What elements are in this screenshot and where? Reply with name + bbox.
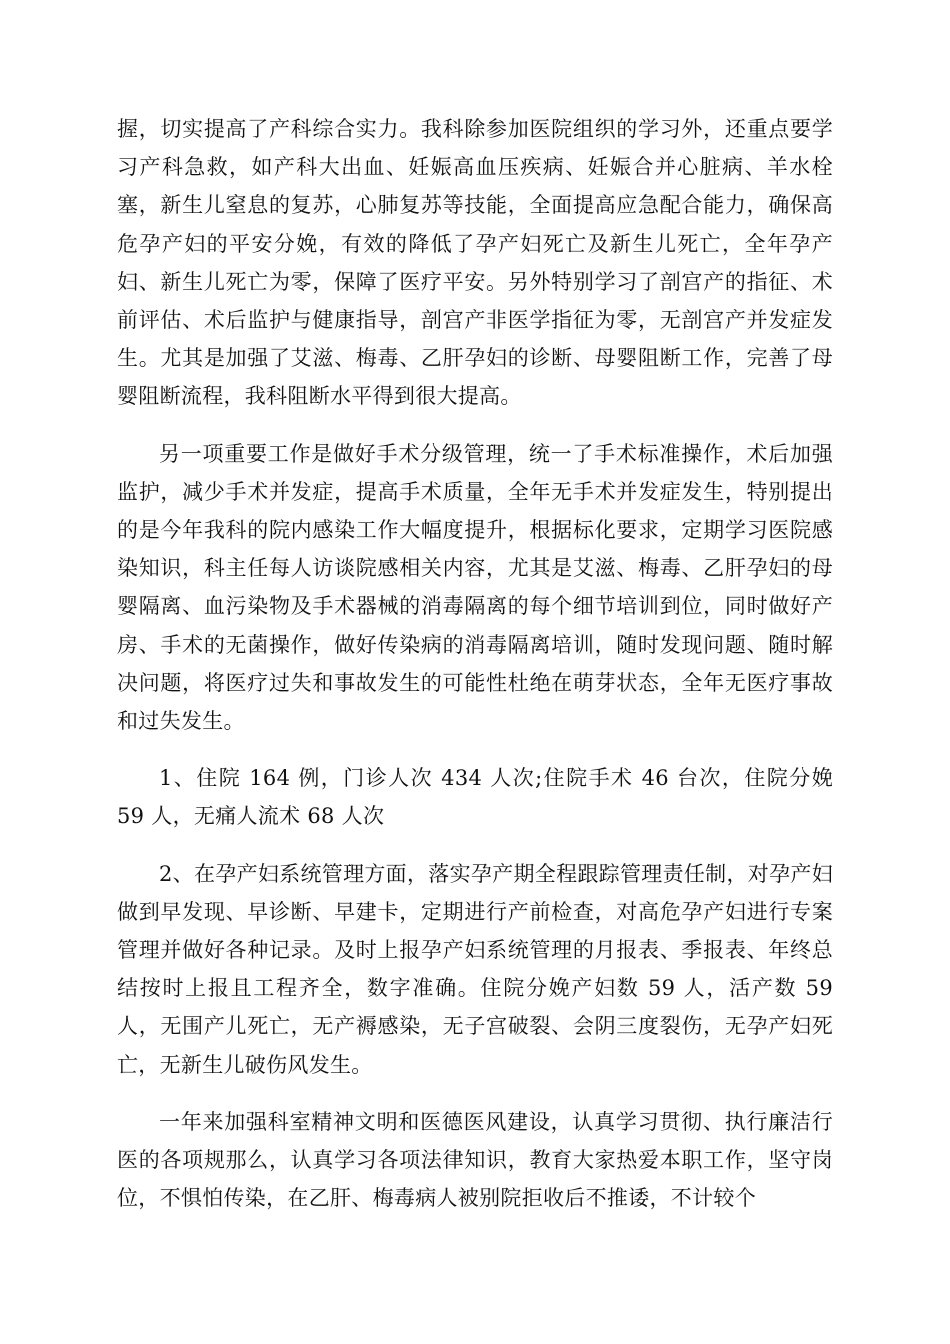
paragraph-ethics: 一年来加强科室精神文明和医德医风建设，认真学习贯彻、执行廉洁行医的各项规那么，认真学习各项法律知识，教育大家热爱本职工作，坚守岗位，不惧怕传染，在乙肝、梅毒病人被别院拒收后不推诿，不计较个	[117, 1109, 833, 1211]
paragraph-maternal-management: 2、在孕产妇系统管理方面，落实孕产期全程跟踪管理责任制，对孕产妇做到早发现、早诊断、早建卡，定期进行产前检查，对高危孕产妇进行专案管理并做好各种记录。及时上报孕产妇系统管理的月报表、季报表、年终总结按时上报且工程齐全，数字准确。住院分娩产妇数 59 人，活产数 59 人，无围产儿死亡，无产褥感染，无子宫破裂、会阴三度裂伤，无孕产妇死亡，无新生儿破伤风发生。	[117, 861, 833, 1077]
paragraph-statistics: 1、住院 164 例，门诊人次 434 人次;住院手术 46 台次，住院分娩 59 人，无痛人流术 68 人次	[117, 766, 833, 829]
document-page	[117, 110, 833, 1236]
paragraph-continuation: 握，切实提高了产科综合实力。我科除参加医院组织的学习外，还重点要学习产科急救，如产科大出血、妊娠高血压疾病、妊娠合并心脏病、羊水栓塞，新生儿窒息的复苏，心肺复苏等技能，全面提高应急配合能力，确保高危孕产妇的平安分娩，有效的降低了孕产妇死亡及新生儿死亡，全年孕产妇、新生儿死亡为零，保障了医疗平安。另外特别学习了剖宫产的指征、术前评估、术后监护与健康指导，剖宫产非医学指征为零，无剖宫产并发症发生。尤其是加强了艾滋、梅毒、乙肝孕妇的诊断、母婴阻断工作，完善了母婴阻断流程，我科阻断水平得到很大提高。	[117, 117, 833, 409]
paragraph-surgery-management: 另一项重要工作是做好手术分级管理，统一了手术标准操作，术后加强监护，减少手术并发症，提高手术质量，全年无手术并发症发生，特别提出的是今年我科的院内感染工作大幅度提升，根据标化要求，定期学习医院感染知识，科主任每人访谈院感相关内容，尤其是艾滋、梅毒、乙肝孕妇的母婴隔离、血污染物及手术器械的消毒隔离的每个细节培训到位，同时做好产房、手术的无菌操作，做好传染病的消毒隔离培训，随时发现问题、随时解决问题，将医疗过失和事故发生的可能性杜绝在萌芽状态，全年无医疗事故和过失发生。	[117, 441, 833, 734]
